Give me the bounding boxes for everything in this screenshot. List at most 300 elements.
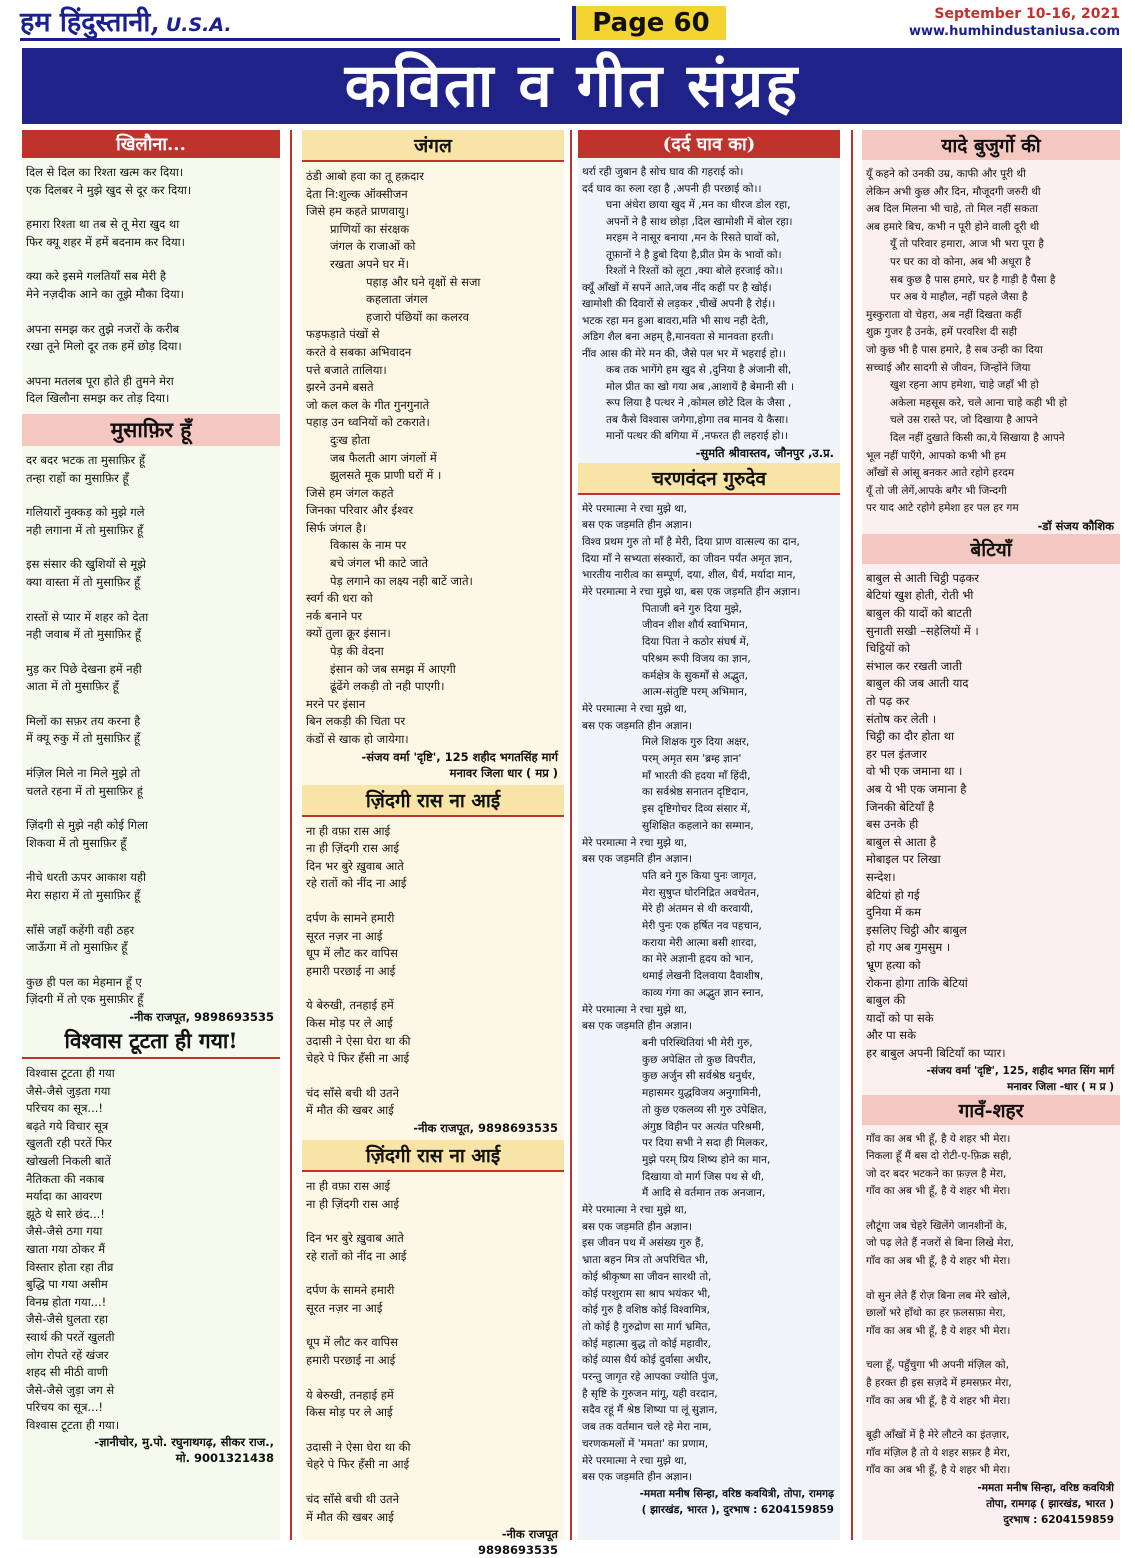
poem-line: किस मोड़ पर ले आई: [306, 1015, 393, 1030]
signature-zindagi-1: -नीक राजपूत, 9898693535: [413, 1120, 558, 1135]
stanza-gap: [866, 1271, 1116, 1288]
poem-line: जंगल के राजाओं को: [330, 239, 416, 254]
poem-line: गाँव का अब भी हूँ, है ये शहर भी मेरा।: [866, 1394, 1011, 1407]
poem-line: मेरी पुनः एक हर्षित नव पहचान,: [642, 920, 762, 933]
poem-line: मेरे परमात्मा ने रचा मुझे था,: [582, 1204, 687, 1217]
poem-line: आता में तो मुसाफ़िर हूँ: [26, 679, 119, 694]
paper-suffix: U.S.A.: [165, 14, 232, 36]
poem-line: मानों पत्थर की बगिया में ,नफरत ही लहराई हो।।: [606, 430, 789, 442]
poem-line: नर्क बनाने पर: [306, 608, 363, 623]
poem-line: बाबुल से आती चिट्ठी पढ़कर: [866, 570, 980, 585]
poem-line: सुनाती सखी –सहेलियों में ।: [866, 623, 979, 638]
poem-line: यादों को पा सके: [866, 1010, 934, 1025]
poem-line: जो पढ़ लेते हैं नजरों से बिना लिखे मेरा,: [866, 1237, 1014, 1250]
stanza-gap: [306, 1422, 560, 1439]
poem-line: परिश्रम रूपी विजय का ज्ञान,: [642, 652, 751, 665]
stanza-gap: [866, 1340, 1116, 1357]
poem-title-zindagi-1: ज़िंदगी रास ना आई: [302, 785, 564, 817]
poem-line: दिया पिता ने कठोर संघर्ष में,: [642, 636, 750, 649]
poem-line: धूप में लौट कर वापिस: [306, 946, 398, 961]
poem-line: बूढ़ी आँखों में है मेरे लौटने का इंतज़ार,: [866, 1429, 1010, 1442]
poem-line: दर्पण के सामने हमारी: [306, 910, 395, 925]
poem-line: ये बेरुखी, तनहाई हमें: [306, 998, 394, 1013]
poem-jungle: [306, 168, 560, 749]
poem-line: कब तक भागेंगे हम खुद से ,दुनिया है अंजानी सी,: [606, 364, 792, 376]
column-divider: [570, 130, 572, 1540]
signature-gaon: -ममता मनीष सिन्हा, वरिष्ठ कवयित्री: [977, 1482, 1114, 1494]
poem-line: दिन भर बुरे ख़ुवाब आते: [306, 858, 404, 873]
poem-line: स्वार्थ की परतें खुलती: [26, 1329, 115, 1344]
poem-line: विश्वास टूटता ही गया।: [26, 1417, 120, 1432]
stanza-gap: [26, 644, 276, 661]
signature-dard: -सुमति श्रीवास्तव, जौनपुर ,उ.प्र.: [695, 445, 834, 460]
poem-line: दर्द घाव का रुला रहा है ,अपनी ही परछाई को।।: [582, 182, 762, 195]
poem-line: महासमर युद्धविजय अनुगामिनी,: [642, 1087, 762, 1100]
signature-jungle-address: मनावर जिला धार ( मप्र ): [449, 765, 558, 780]
poem-line: परन्तु जागृत रहे आपका ज्योति पुंज,: [582, 1371, 719, 1384]
poem-line: घना अंधेरा छाया खुद में ,मन का धीरज डोल रहा,: [606, 199, 791, 211]
poem-line: है हरक्त ही इस सज़दे में हमसफ़र मेरा,: [866, 1377, 1012, 1390]
poem-line: मरहम ने नासूर बनाया ,मन के रिसते घावों को,: [606, 232, 780, 244]
poem-line: नही जवाब में तो मुसाफ़िर हूँ: [26, 627, 141, 642]
poem-line: पेड़ की वेदना: [330, 644, 384, 659]
poem-line: रिश्तों ने रिश्तों को लूटा ,क्या बोले हरजाई को।।: [606, 265, 783, 277]
poem-line: पत्ते बजाते तालिया।: [306, 362, 387, 377]
poem-line: विकास के नाम पर: [330, 538, 407, 553]
poem-line: परिचय का सूत्र...!: [26, 1400, 104, 1415]
poem-line: बेटियां हो गई: [866, 887, 920, 902]
poem-line: गाँव का अब भी हूँ, है ये शहर भी मेरा।: [866, 1255, 1011, 1268]
poem-line: हो गए अब गुमसुम ।: [866, 940, 951, 955]
stanza-gap: [866, 1410, 1116, 1427]
poem-line: परम् अमृत सम 'ब्रम्ह ज्ञान': [642, 753, 742, 766]
poem-line: विश्व प्रथम गुरु तो माँ है मेरी, दिया प्राण वात्सल्य का दान,: [582, 535, 800, 548]
poem-line: हर पल इंतजार: [866, 746, 927, 761]
poem-line: में मौत की खबर आई: [306, 1103, 394, 1118]
poem-line: झुलसते मूक प्राणी घरों में ।: [330, 468, 442, 483]
poem-line: जो कुछ भी है पास हमारे, है सब उन्ही का दिया: [866, 343, 1043, 356]
poem-line: मैं आदि से वर्तमान तक अनजान,: [642, 1187, 766, 1200]
poem-line: पेड़ लगाने का लक्ष्य नही बाटें जाते।: [330, 573, 473, 588]
poem-line: मिलों का सफ़र तय करना है: [26, 713, 141, 728]
poem-line: ना ही ज़िंदगी रास आई: [306, 841, 399, 856]
poem-line: जैसे-जैसे जुड़ता गया: [26, 1083, 111, 1098]
poem-line: बिन लकड़ी की चिता पर: [306, 714, 406, 729]
poem-line: क्यूँ आँखों में सपनें आते,जब नींद कहीं पर है खोई।: [582, 281, 772, 294]
poem-line: अडिग शैल बना अहम् है,मानवता से मानवता हरती।: [582, 331, 774, 343]
poem-line: पिताजी बने गुरु दिया मुझे,: [642, 602, 742, 615]
stanza-gap: [26, 957, 276, 974]
poem-line: वो सुन लेते हैं रोज़ बिना लब मेरे खोले,: [866, 1289, 1011, 1302]
signature-musafir: -नीक राजपूत, 9898693535: [129, 1010, 274, 1024]
poem-line: अंगुष्ठ विहीन पर अत्यंत परिश्रमी,: [642, 1120, 765, 1133]
poem-line: चंद साँसे बची थी उतने: [306, 1085, 399, 1100]
poem-line: बनी परिस्थितियां भी मेरी गुरु,: [642, 1037, 753, 1049]
poem-zindagi-2: [306, 1178, 560, 1526]
poem-line: संतोष कर लेती ।: [866, 711, 937, 726]
poem-line: फड़फड़ाते पंखों से: [306, 327, 380, 342]
poem-charan: [582, 501, 836, 1486]
signature-vishwas: -ज्ञानीचोर, मु.पो. रघुनाथगढ़, सीकर राज.,: [94, 1435, 274, 1450]
poem-line: बाबुल से आता है: [866, 834, 937, 849]
poem-line: पर अब ये माहौल, नहीं पहले जैसा है: [890, 291, 1028, 304]
poem-line: गलियारों नुक्कड़ को मुझे गले: [26, 505, 145, 520]
poem-line: तन्हा राहों का मुसाफ़िर हूँ: [26, 470, 129, 485]
poem-line: उदासी ने ऐसा घेरा था की: [306, 1439, 411, 1454]
poem-line: नींव आस की मेरे मन की, जैसे पल भर में भहराई हो।।: [582, 347, 786, 360]
poem-line: छालों भरे हाँथो का हर फ़लसफ़ा मेरा,: [866, 1307, 1006, 1320]
poem-vishwas: [26, 1065, 276, 1434]
poem-line: खुश रहना आप हमेशा, चाहे जहाँ भी हो: [890, 379, 1039, 392]
poem-line: हमारा रिश्ता था तब से तू मेरा खुद था: [26, 217, 180, 232]
poem-line: खाता गया ठोकर मैं: [26, 1241, 106, 1256]
signature-vishwas-phone: मो. 9001321438: [175, 1451, 274, 1466]
poem-title-charan: चरणवंदन गुरुदेव: [578, 463, 840, 495]
stanza-gap: [26, 852, 276, 869]
signature-betiyan-address: मनावर जिला -धार ( म प्र ): [1007, 1080, 1114, 1093]
poem-line: मेरा सहारा में तो मुसाफ़िर हूँ: [26, 888, 141, 903]
poem-line: ना ही वफ़ा रास आई: [306, 823, 391, 838]
poem-line: दर बदर भटक ता मुसाफ़िर हूँ: [26, 452, 145, 467]
poem-line: विनम्र होता गया...!: [26, 1294, 107, 1309]
poem-title-vishwas: विश्वास टूटता ही गया!: [22, 1025, 280, 1059]
poem-line: रहे रातों को नींद ना आई: [306, 876, 407, 891]
stanza-gap: [26, 304, 276, 321]
poem-line: झरने उनमे बसते: [306, 380, 374, 395]
poem-line: हर बाबुल अपनी बिटियाँ का प्यार।: [866, 1045, 1006, 1060]
poem-line: संभाल कर रखती जाती: [866, 658, 962, 673]
poem-line: हमारी परछाई ना आई: [306, 1353, 396, 1368]
stanza-gap: [26, 800, 276, 817]
poem-line: मेरे परमात्मा ने रचा मुझे था,: [582, 836, 687, 849]
stanza-gap: [306, 1213, 560, 1230]
poem-line: चरणकमलों में 'ममता' का प्रणाम,: [582, 1437, 709, 1450]
poem-line: बस एक जड़मति हीन अज्ञान।: [582, 853, 693, 866]
poem-line: कोई परशुराम सा श्राप भयंकर भी,: [582, 1287, 711, 1300]
poem-line: सूरत नज़र ना आई: [306, 928, 383, 943]
stanza-gap: [306, 1317, 560, 1334]
poem-line: भटक रहा मन हुआ बावरा,मति भी साथ नही देती,: [582, 314, 769, 327]
website-link[interactable]: www.humhindustaniusa.com: [908, 24, 1120, 39]
poem-line: कंडों से खाक हो जायेगा।: [306, 732, 409, 746]
poem-line: अकेला महसूस करे, चले आना चाहे कही भी हो: [890, 396, 1068, 409]
stanza-gap: [26, 356, 276, 373]
poem-yaade: [866, 166, 1116, 518]
poem-line: पर याद आटे रहोगे हमेशा हर पल हर गम: [866, 502, 1019, 515]
poem-line: कुछ अपेक्षित तो कुछ विपरीत,: [642, 1053, 756, 1066]
stanza-gap: [26, 251, 276, 268]
poem-line: स्वर्ग की धरा को: [306, 591, 373, 606]
poem-line: में मौत की खबर आई: [306, 1509, 394, 1524]
poem-line: जिसे हम जंगल कहते: [306, 485, 394, 500]
signature-charan-phone: ( झारखंड, भारत ), दुरभाष : 6204159859: [641, 1503, 834, 1516]
poem-line: ढूंढेंगे लकड़ी तो नही पाएगी।: [330, 679, 445, 694]
poem-line: मेरा सुषुप्त घोरनिद्रित अवचेतन,: [642, 886, 760, 899]
stanza-gap: [306, 980, 560, 997]
poem-line: साँसे जहाँ कहेंगी वही ठहर: [26, 922, 135, 937]
poem-line: जिनका परिवार और ईश्वर: [306, 503, 414, 518]
poem-line: लौटूंगा जब चेहरे खिलेंगे जानशीनों के,: [866, 1219, 1008, 1232]
poem-line: झूठे थे सारे छंद...!: [26, 1206, 105, 1221]
stanza-gap: [26, 592, 276, 609]
banner-title: कविता व गीत संग्रह: [344, 51, 800, 121]
stanza-gap: [306, 1370, 560, 1387]
poem-line: शुक्र गुजर है उनके, हमें परवरिश दी सही: [866, 326, 1017, 339]
poem-line: मुझे परम् प्रिय शिष्य होने का मान,: [642, 1153, 771, 1166]
signature-betiyan: -संजय वर्मा 'दृष्टि', 125, शहीद भगत सिंग मार्ग: [926, 1064, 1114, 1077]
poem-line: है सृष्टि के गुरुजन मांगू, यही वरदान,: [582, 1387, 718, 1400]
signature-gaon-address: तोपा, रामगढ़ ( झारखंड, भारत ): [986, 1498, 1114, 1510]
poem-line: जब तक वर्तमान चले रहे मेरा नाम,: [582, 1421, 712, 1434]
poem-line: शहद सी मीठी वाणी: [26, 1365, 108, 1380]
paper-name: [20, 8, 560, 41]
poem-line: ना ही ज़िंदगी रास आई: [306, 1196, 399, 1211]
poem-line: गाँव का अब भी हूँ, है ये शहर भी मेरा।: [866, 1185, 1011, 1198]
poem-line: मुड़ कर पिछे देखना हमें नही: [26, 661, 142, 676]
poem-line: माँ भारती की हदया माँ हिंदी,: [642, 769, 751, 782]
poem-line: मेरे परमात्मा ने रचा मुझे था,: [582, 1003, 687, 1016]
poem-line: इंसान को जब समझ में आएगी: [330, 661, 456, 676]
poem-line: जीवन शीश शौर्य स्वाभिमान,: [642, 619, 749, 632]
poem-line: करते वे सबका अभिवादन: [306, 344, 412, 359]
column-3: [578, 130, 840, 1540]
paper-name-text: हम हिंदुस्तानी,: [20, 7, 160, 38]
poem-line: हजारो पंछियों का कलरव: [366, 309, 470, 324]
poem-line: कोई व्यास धैर्य कोई दुर्वासा अधीर,: [582, 1354, 712, 1367]
poem-line: दिया माँ ने सभ्यता संस्कारों, का जीवन पर्यंत अमृत ज्ञान,: [582, 552, 793, 565]
poem-line: सन्देश।: [866, 869, 896, 884]
poem-title-dard: (दर्द घाव का): [578, 130, 840, 158]
poem-line: आँखों से आंसू बनकर आते रहोगे हरदम: [866, 467, 1015, 480]
poem-line: अपनों ने है साथ छोड़ा ,दिल खामोशी में बोल रहा।: [606, 215, 793, 228]
poem-line: गाँव मंज़िल है तो ये शहर सफ़र है मेरा,: [866, 1446, 1011, 1459]
signature-yaade: -डॉ संजय कौशिक: [1037, 518, 1114, 533]
poem-line: मर्यादा का आवरण: [26, 1189, 102, 1204]
poem-line: गाँव का अब भी हूँ, है ये शहर भी मेरा।: [866, 1132, 1011, 1145]
poem-line: बस एक जड़मति हीन अज्ञान।: [582, 1471, 693, 1484]
poem-betiyan: [866, 570, 1116, 1063]
poem-line: मंज़िल मिले ना मिले मुझे तो: [26, 766, 141, 781]
poem-line: जब फैलती आग जंगलों में: [330, 450, 437, 465]
poem-line: बस एक जड़मति हीन अज्ञान।: [582, 1220, 693, 1233]
poem-line: बस उनके ही: [866, 817, 919, 832]
poem-line: रखता अपने घर में।: [330, 256, 410, 271]
poem-line: का सर्वश्रेष्ठ सनातन दृष्टिदान,: [642, 786, 749, 799]
poem-line: ज़िंदगी में तो एक मुसाफ़ीर हूँ: [26, 992, 144, 1007]
poem-line: जैसे-जैसे ठगा गया: [26, 1224, 103, 1239]
poem-line: इस जीवन पथ में असंख्य गुरु हैं,: [582, 1237, 704, 1250]
poem-zindagi-1: [306, 823, 560, 1120]
poem-line: सूरत नज़र ना आई: [306, 1300, 383, 1315]
poem-line: चेहरे पे फिर हँसी ना आई: [306, 1457, 410, 1472]
poem-line: भारतीय नारीत्व का सम्पूर्ण, दया, शील, धैर्य, मर्यादा मान,: [582, 569, 796, 582]
signature-jungle: -संजय वर्मा 'दृष्टि', 125 शहीद भगतसिंह मार्ग: [361, 749, 558, 764]
poem-line: निकला हूँ मैं बस दो रोटी-ए-फ़िक्र सही,: [866, 1150, 1012, 1163]
poem-line: दिन भर बुरे ख़ुवाब आते: [306, 1231, 404, 1246]
poem-line: मेरे परमात्मा ने रचा मुझे था,: [582, 502, 687, 515]
poem-line: कहलाता जंगल: [366, 292, 428, 307]
poem-line: सच्चाई और सादगी से जीवन, जिन्होंने जिया: [866, 361, 1031, 374]
poem-gaon: [866, 1131, 1116, 1481]
poem-line: चिट्ठियों को: [866, 641, 910, 656]
poem-line: इस संसार की खुशियों से मूझे: [26, 557, 146, 572]
poem-line: जैसे-जैसे घुलता रहा: [26, 1312, 108, 1327]
poem-line: चलते रहना में तो मुसाफ़िर हूं: [26, 783, 143, 798]
poem-title-khilauna: खिलौना...: [22, 130, 280, 158]
poem-line: काव्य गंगा का अद्भुत ज्ञान स्नान,: [642, 986, 764, 999]
poem-line: कोई गुरु है वशिष्ठ कोई विश्वामित्र,: [582, 1304, 710, 1317]
poem-line: ये बेरुखी, तनहाई हमें: [306, 1387, 394, 1402]
poem-line: उदासी ने ऐसा घेरा था की: [306, 1033, 411, 1048]
poem-line: बस एक जड़मति हीन अज्ञान।: [582, 519, 693, 532]
poem-line: एक दिलबर ने मुझे खुद से दूर कर दिया।: [26, 182, 192, 197]
poem-line: क्या वास्ता में तो मुसाफ़िर हूँ: [26, 574, 141, 589]
poem-line: बस एक जड़मति हीन अज्ञान।: [582, 1020, 693, 1033]
poem-line: यूँ कहने को उनकी उम्र, काफी और पूरी थी: [866, 168, 1026, 180]
poem-line: गाँव का अब भी हूँ, है ये शहर भी मेरा।: [866, 1324, 1011, 1337]
column-4: [862, 130, 1120, 1540]
poem-line: अपना समझ कर तुझे नजरों के करीब: [26, 321, 180, 336]
poem-line: प्राणियों का संरक्षक: [330, 221, 410, 236]
masthead: [20, 4, 1120, 44]
poem-line: दिल नहीं दुखाते किसी का,ये सिखाया है आपने: [890, 431, 1065, 444]
poem-line: भूल नहीं पाएँगे, आपको कभी भी हम: [866, 449, 1006, 462]
stanza-gap: [26, 696, 276, 713]
poem-line: चिट्ठी का दौर होता था: [866, 729, 955, 744]
poem-line: पति बने गुरु किया पुनः जागृत,: [642, 869, 757, 882]
poem-line: जो कल कल के गीत गुनगुनाते: [306, 397, 430, 412]
poem-title-jungle: जंगल: [302, 130, 564, 162]
stanza-gap: [306, 1265, 560, 1282]
poem-line: खामोशी की दिवारों से लड़कर ,चीखें अपनी है रोई।।: [582, 298, 776, 310]
poem-line: का मेरे अज्ञानी हृदय को भान,: [642, 953, 754, 966]
poem-line: बेटियां खुश होती, रोती भी: [866, 588, 974, 603]
poem-line: रहे रातों को नींद ना आई: [306, 1248, 407, 1263]
poem-line: मेरे परमात्मा ने रचा मुझे था, बस एक जड़मति हीन अज्ञान।: [582, 586, 801, 599]
stanza-gap: [306, 1474, 560, 1491]
poem-line: सिर्फ जंगल है।: [306, 520, 367, 535]
poem-line: कुछ अर्जुन सी सर्वश्रेष्ठ धनुर्धर,: [642, 1070, 756, 1083]
poem-line: रास्तों से प्यार में शहर को देता: [26, 609, 149, 624]
poem-line: पहाड़ और घने वृक्षों से सजा: [366, 274, 481, 289]
page-label: Page 60: [572, 6, 726, 40]
poem-line: तब कैसे विश्वास जगेगा,होगा तब मानव ये कैसा।: [606, 413, 789, 426]
poem-line: अब दिल मिलना भी चाहे, तो मिल नहीं सकता: [866, 203, 1039, 216]
poem-line: चेहरे पे फिर हँसी ना आई: [306, 1051, 410, 1066]
poem-line: बचे जंगल भी काटे जाते: [330, 556, 429, 571]
poem-line: बाबुल की यादों को बाटती: [866, 606, 972, 621]
poem-line: पर दिया सभी ने सदा ही मिलकर,: [642, 1137, 768, 1150]
poem-line: भ्राता बहन मित्र तो अपरिचित भी,: [582, 1254, 709, 1267]
column-1: [22, 130, 280, 1540]
poem-line: अपना मतलब पूरा होते ही तुमने मेरा: [26, 373, 174, 388]
poem-line: मुस्कुराता वो चेहरा, अब नहीं दिखता कहीं: [866, 308, 1022, 321]
poem-line: ज़िंदगी से मुझे नही कोई गिला: [26, 818, 148, 833]
poem-line: दिल से दिल का रिश्ता खत्म कर दिया।: [26, 165, 184, 179]
poem-line: जो दर बदर भटकने का फ़ज़्ल है मेरा,: [866, 1167, 1007, 1180]
poem-line: मेरे परमात्मा ने रचा मुझे था,: [582, 702, 687, 715]
poem-line: बाबुल की जब आती याद: [866, 676, 969, 691]
poem-line: रोकना होगा ताकि बेटियां: [866, 975, 968, 990]
poem-line: कोई महात्मा बुद्ध तो कोई महावीर,: [582, 1337, 711, 1350]
poem-line: बुद्धि पा गया असीम: [26, 1277, 108, 1292]
poem-line: मरने पर इंसान: [306, 696, 366, 711]
poem-line: वो भी एक जमाना था ।: [866, 764, 963, 779]
poem-line: इस दृष्टिगोचर दिव्य संसार में,: [642, 803, 751, 816]
poem-line: विस्तार होता रहा तीव्र: [26, 1259, 114, 1274]
poem-line: विश्वास टूटता ही गया: [26, 1066, 115, 1080]
column-2: [302, 130, 564, 1558]
poem-title-gaon: गावँ-शहर: [862, 1095, 1120, 1125]
poem-line: कराया मेरी आत्मा बसी शारदा,: [642, 936, 757, 949]
stanza-gap: [306, 893, 560, 910]
poem-line: किस मोड़ पर ले आई: [306, 1405, 393, 1420]
poem-line: कोई श्रीकृष्ण सा जीवन सारथी तो,: [582, 1270, 712, 1283]
poem-line: लेकिन अभी कुछ और दिन, मौजूदगी जरुरी थी: [866, 185, 1041, 198]
signature-gaon-phone: दुरभाष : 6204159859: [1003, 1514, 1114, 1526]
poem-line: अब हमारे बिच, कभी न पूरी होने वाली दूरी थी: [866, 220, 1040, 233]
column-divider: [851, 130, 853, 1540]
poem-line: चंद साँसे बची थी उतने: [306, 1492, 399, 1507]
poem-musafir: [26, 452, 276, 1009]
poem-line: मेरे परमात्मा ने रचा मुझे था,: [582, 1454, 687, 1467]
poem-line: दिल खिलौना समझ कर तोड़ दिया।: [26, 391, 170, 406]
poem-line: मेने नज़दीक आने का तूझे मौका दिया।: [26, 286, 184, 301]
poem-line: गाँव का अब भी हूँ, है ये शहर भी मेरा।: [866, 1464, 1011, 1477]
poem-line: पर घर का वो कोना, अब भी अधूरा है: [890, 255, 1031, 268]
poem-line: दुनिया में कम: [866, 905, 922, 920]
poem-line: ना ही वफ़ा रास आई: [306, 1178, 391, 1193]
poem-line: क्यों तुला क्रूर इंसान।: [306, 626, 391, 641]
poem-dard: [582, 164, 836, 445]
signature-zindagi-2: -नीक राजपूत: [501, 1527, 558, 1542]
poem-line: दर्पण के सामने हमारी: [306, 1283, 395, 1298]
poem-line: तूफ़ानों ने है डुबो दिया है,प्रीत प्रेम के भावों को।: [606, 248, 782, 261]
poem-line: जिसे हम कहते प्राणवायु।: [306, 204, 409, 219]
poem-line: खुलती रही परतें फिर: [26, 1136, 112, 1151]
poem-line: जैसे-जैसे जुड़ा जग से: [26, 1382, 115, 1397]
poem-line: देता नि:शुल्क ऑक्सीजन: [306, 186, 408, 201]
poem-line: में क्यू रुकु में तो मुसाफ़िर हूँ: [26, 731, 141, 746]
poem-line: मेरे ही अंतमन से थी करवायी,: [642, 903, 754, 916]
poem-title-musafir: मुसाफ़िर हूँ: [22, 414, 280, 446]
poem-line: क्या करे इसमे गलतियाँ सब मेरी है: [26, 269, 167, 284]
poem-title-zindagi-2: ज़िंदगी रास ना आई: [302, 1140, 564, 1172]
poem-line: बस एक जड़मति हीन अज्ञान।: [582, 719, 693, 732]
poem-line: ठंडी आबो हवा का तू हक़दार: [306, 169, 424, 183]
poem-title-betiyan: बेटियाँ: [862, 534, 1120, 564]
poem-line: सदैव रहूं मैं श्रेष्ठ शिष्या पा लूं सुज्ञान,: [582, 1404, 718, 1417]
poem-line: थमाई लेखनी दिलवाया दैवाशीष,: [642, 970, 764, 983]
poem-line: शिकवा में तो मुसाफ़िर हूँ: [26, 835, 127, 850]
stanza-gap: [26, 199, 276, 216]
stanza-gap: [26, 905, 276, 922]
stanza-gap: [26, 539, 276, 556]
poem-line: नही लगाना में तो मुसाफ़िर हूँ: [26, 522, 144, 537]
stanza-gap: [306, 1068, 560, 1085]
poem-line: यूँ तो परिवार हमारा, आज भी भरा पूरा है: [890, 238, 1044, 251]
poem-line: मिले शिक्षक गुरु दिया अक्षर,: [642, 736, 750, 749]
poem-line: दुःख होता: [330, 432, 371, 447]
poem-line: जाऊँगा में तो मुसाफ़िर हूँ: [26, 940, 128, 955]
poem-line: बढ़ते गये विचार सूत्र: [26, 1118, 109, 1133]
poem-title-yaade: यादे बुजुर्गो की: [862, 130, 1120, 160]
stanza-gap: [866, 1201, 1116, 1218]
poem-line: जिनकी बेटियाँ है: [866, 799, 935, 814]
poem-line: सब कुछ है पास हमारे, घर है गाड़ी है पैसा है: [890, 273, 1056, 286]
poem-line: धूप में लौट कर वापिस: [306, 1335, 398, 1350]
poem-line: कुछ ही पल का मेहमान हूँ ए: [26, 974, 142, 989]
